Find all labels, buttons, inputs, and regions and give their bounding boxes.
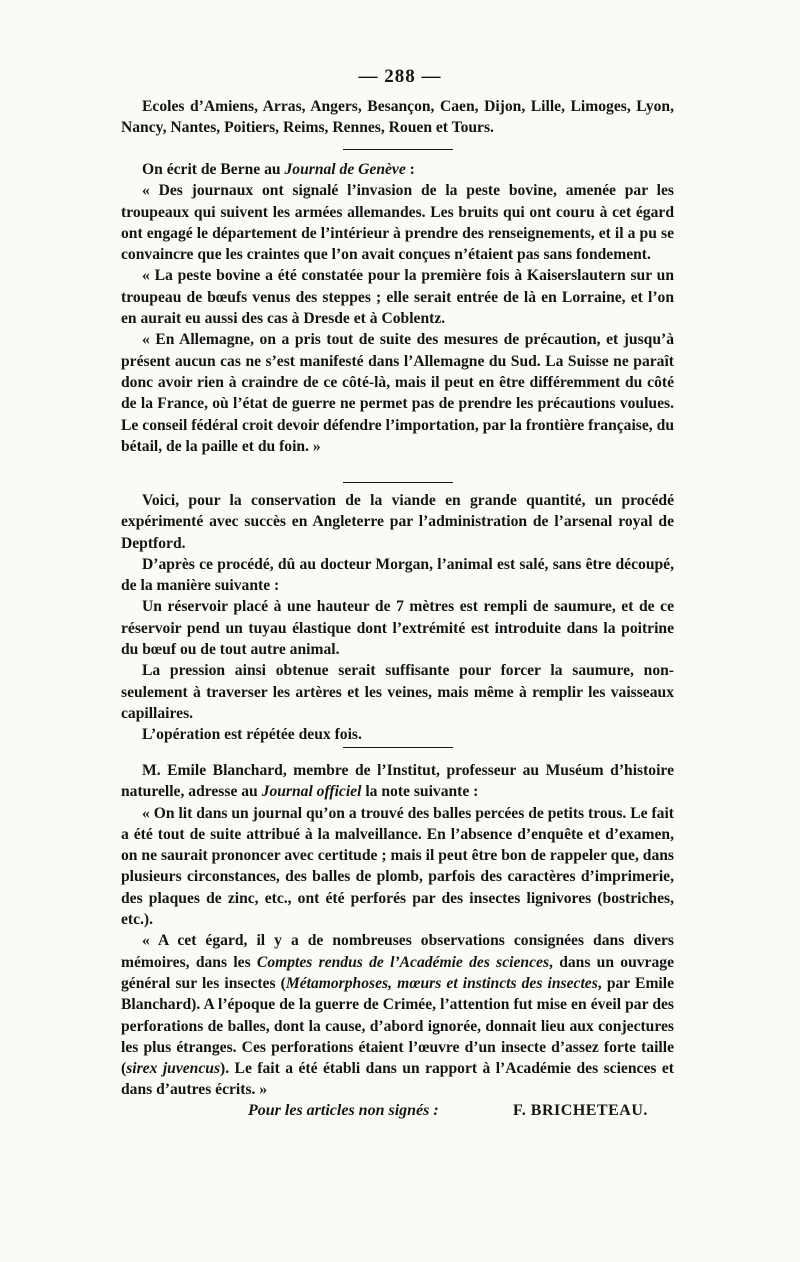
section-divider [343, 149, 453, 150]
bern-intro-source: Journal de Genève [284, 161, 406, 178]
p2-text: « A cet égard, il y a de nombreuses observations consignées dans divers mémoires, dans les [121, 932, 674, 971]
p2-title: Comptes rendus de l’Académie des sciences [256, 953, 550, 971]
blanchard-intro-suffix: la note suivante : [361, 783, 479, 801]
blanchard-intro-prefix: M. Emile Blanchard, membre de l’Institut, professeur au Muséum d’histoire naturelle, adresse au [121, 762, 674, 801]
bern-paragraph: « Des journaux ont signalé l’invasion de la peste bovine, amenée par les troupeaux qui suivent les armées allemandes. Les bruits qui ont couru à cet égard ont engagé le département de l’intérieur à prendre des renseignements, et il a pu se convaincre que les craintes que l’on avait conçues n’étaient pas sans fondement. [121, 182, 674, 264]
blanchard-paragraph: « On lit dans un journal qu’on a trouvé des balles percées de petits trous. Le fait a été tout de suite attribué à la malveillance. En l’absence d’enquête et d’examen, on ne saurait prononcer avec certitude ; mais il peut être bon de rappeler que, dans plusieurs circonstances, des balles de plomb, parfois des caractères d’imprimerie, des plaques de zinc, etc., ont été perforés par des insectes lignivores (bostriches, etc.). [121, 804, 674, 929]
deptford-paragraph: D’après ce procédé, dû au docteur Morgan, l’animal est salé, sans être découpé, de la manière suivante : [121, 555, 674, 595]
page-number: — 288 — [358, 66, 442, 87]
bern-intro-suffix: : [405, 161, 415, 178]
section-divider [343, 747, 453, 748]
signature-name: F. BRICHETEAU. [513, 1102, 648, 1119]
blanchard-article [121, 760, 674, 1101]
deptford-paragraph: Un réservoir placé à une hauteur de 7 mètres est rempli de saumure, et de ce réservoir pend un tuyau élastique dont l’extrémité est introduite dans la poitrine du bœuf ou de tout autre animal. [121, 598, 674, 659]
blanchard-paragraph [121, 930, 674, 1100]
bern-article [121, 159, 674, 457]
deptford-paragraph: L’opération est répétée deux fois. [142, 726, 362, 744]
deptford-article [121, 490, 674, 746]
signature-label: Pour les articles non signés : [248, 1102, 439, 1119]
schools-paragraph: Ecoles d’Amiens, Arras, Angers, Besançon, Caen, Dijon, Lille, Limoges, Lyon, Nancy, Nantes, Poitiers, Reims, Rennes, Rouen et Tours. [121, 98, 674, 137]
p2-title: Métamorphoses, mœurs et instincts des insectes [285, 974, 598, 992]
blanchard-intro [121, 760, 674, 803]
deptford-paragraph: La pression ainsi obtenue serait suffisante pour forcer la saumure, non-seulement à traverser les artères et les veines, mais même à remplir les vaisseaux capillaires. [121, 662, 674, 722]
bern-paragraph: « La peste bovine a été constatée pour la première fois à Kaiserslautern sur un troupeau de bœufs venus des steppes ; elle serait entrée de là en Lorraine, et l’on en aurait eu aussi des cas à Dresde et à Coblentz. [121, 267, 674, 328]
schools-block [121, 96, 674, 139]
p2-text: ). Le fait a été établi dans un rapport à l’Académie des sciences et dans d’autres écrits. » [121, 1060, 674, 1099]
blanchard-intro-source: Journal officiel [261, 783, 362, 801]
section-divider [343, 482, 453, 483]
deptford-paragraph: Voici, pour la conservation de la viande en grande quantité, un procédé expérimenté avec succès en Angleterre par l’administration de l’arsenal royal de Deptford. [121, 492, 674, 552]
bern-paragraph: « En Allemagne, on a pris tout de suite des mesures de précaution, et jusqu’à présent aucun cas ne s’est manifesté dans l’Allemagne du Sud. La Suisse ne paraît donc avoir rien à craindre de ce côté-là, mais il peut en être différemment du côté de la France, où l’état de guerre ne permet pas de prendre les précautions voulues. Le conseil fédéral croit devoir défendre l’importation, par la frontière française, du bétail, de la paille et du foin. » [121, 331, 674, 455]
signature-line [248, 1102, 648, 1120]
p2-text: , dans un ouvrage général sur les insectes ( [121, 953, 674, 992]
p2-text: , par Emile Blanchard). A l’époque de la guerre de Crimée, l’attention fut mise en éveil par des perforations de balles, dont la cause, d’abord ignorée, donnait lieu aux conjectures les plus étranges. Ces perforations étaient l’œuvre d’un insecte d’assez forte taille ( [121, 974, 675, 1078]
bern-intro-prefix: On écrit de Berne au [142, 161, 285, 178]
bern-intro [121, 159, 674, 180]
p2-species: sirex juvencus [126, 1060, 221, 1078]
